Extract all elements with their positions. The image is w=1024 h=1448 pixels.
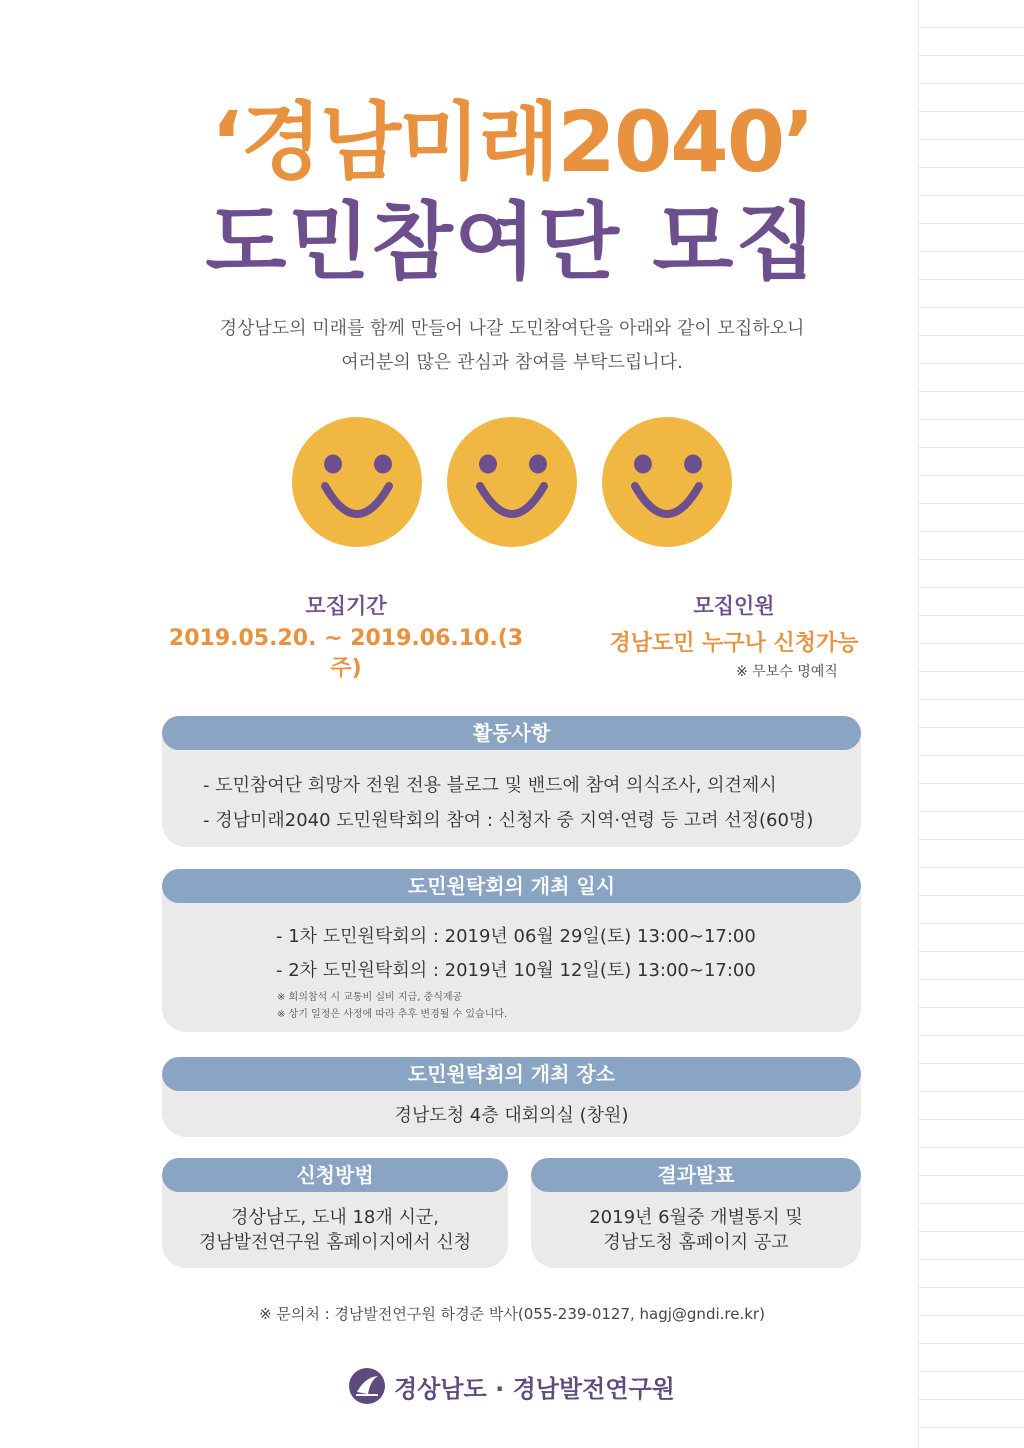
intro-line2: 여러분의 많은 관심과 참여를 부탁드립니다. <box>341 352 683 373</box>
apply-header: 신청방법 <box>162 1158 508 1192</box>
schedule-item: - 1차 도민원탁회의 : 2019년 06월 29일(토) 13:00~17:00 <box>276 926 756 947</box>
poster-title-line1: ‘경남미래2040’ <box>210 93 814 191</box>
recruit-period-label: 모집기간 <box>305 594 387 618</box>
schedule-header: 도민원탁회의 개최 일시 <box>162 869 861 903</box>
smiley-row <box>0 416 1024 548</box>
venue-value: 경남도청 4층 대회의실 (창원) <box>394 1105 629 1126</box>
contact-info: ※ 문의처 : 경남발전연구원 하경준 박사(055-239-0127, hagj@gndi.re.kr) <box>259 1305 765 1323</box>
smiley-face-icon <box>446 416 578 548</box>
venue-header: 도민원탁회의 개최 장소 <box>162 1057 861 1091</box>
footer <box>0 1366 1024 1406</box>
schedule-item: - 2차 도민원탁회의 : 2019년 10월 12일(토) 13:00~17:00 <box>276 960 756 981</box>
apply-line1: 경상남도, 도내 18개 시군, <box>230 1207 439 1228</box>
schedule-note: ※ 회의참석 시 교통비 실비 지급, 중식제공 <box>277 992 463 1003</box>
schedule-note: ※ 상기 일정은 사정에 따라 추후 변경될 수 있습니다. <box>277 1009 508 1020</box>
recruit-people-label: 모집인원 <box>693 594 775 618</box>
intro-line1: 경상남도의 미래를 함께 만들어 나갈 도민참여단을 아래와 같이 모집하오니 <box>219 318 805 339</box>
apply-line2: 경남발전연구원 홈페이지에서 신청 <box>198 1232 472 1253</box>
activity-item: - 경남미래2040 도민원탁회의 참여 : 신청자 중 지역·연령 등 고려 선정(60명) <box>203 810 814 831</box>
result-line1: 2019년 6월중 개별통지 및 <box>589 1207 803 1228</box>
result-line2: 경남도청 홈페이지 공고 <box>603 1232 789 1253</box>
activity-item: - 도민참여단 희망자 전원 전용 블로그 및 밴드에 참여 의식조사, 의견제시 <box>203 775 777 796</box>
poster-title-line2: 도민참여단 모집 <box>205 193 819 291</box>
recruit-people-value: 경남도민 누구나 신청가능 <box>609 631 859 656</box>
gyeongnam-logo-icon <box>348 1367 386 1405</box>
smiley-face-icon <box>601 416 733 548</box>
smiley-face-icon <box>291 416 423 548</box>
recruit-people-note: ※ 무보수 명예직 <box>736 664 838 680</box>
result-header: 결과발표 <box>531 1158 861 1192</box>
footer-org-name: 경상남도 · 경남발전연구원 <box>394 1374 675 1403</box>
activity-header: 활동사항 <box>162 716 861 750</box>
recruit-period-value: 2019.05.20. ~ 2019.06.10.(3주) <box>168 626 524 681</box>
